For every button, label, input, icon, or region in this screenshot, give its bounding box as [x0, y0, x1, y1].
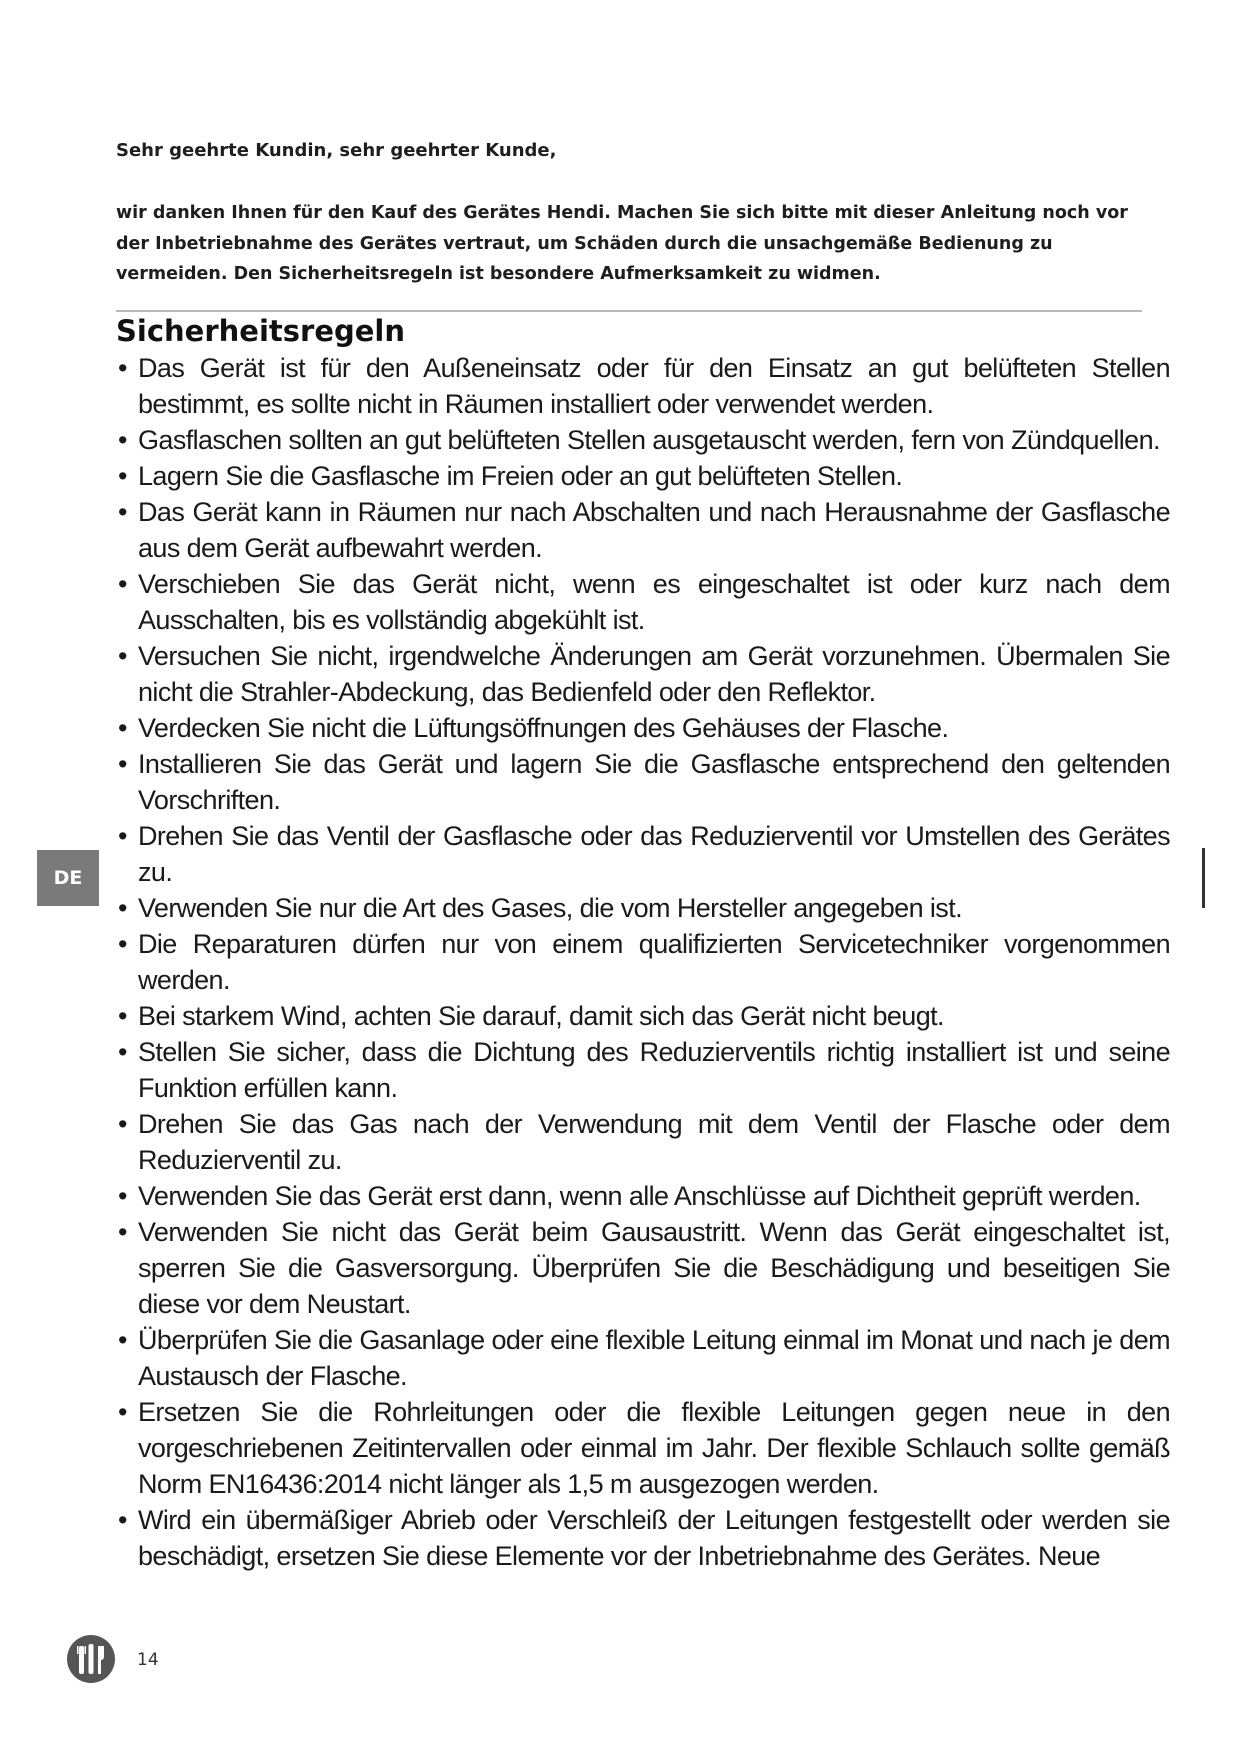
- safety-rule-item: [116, 566, 1170, 638]
- safety-rule-item: [116, 458, 1170, 494]
- bullet-dot-icon: •: [118, 1217, 127, 1247]
- intro-paragraph: wir danken Ihnen für den Kauf des Gerätes Hendi. Machen Sie sich bitte mit dieser Anleitung noch vor der Inbetriebnahme des Gerätes vertraut, um Schäden durch die unsachgemäße Bedienung zu vermeiden. Den Sicherheitsregeln ist besondere Aufmerksamkeit zu widmen.: [116, 203, 1128, 284]
- safety-rule-item: [116, 710, 1170, 746]
- bullet-dot-icon: •: [118, 1325, 127, 1355]
- greeting: Sehr geehrte Kundin, sehr geehrter Kunde,: [116, 140, 557, 161]
- bullet-dot-icon: •: [118, 425, 127, 455]
- bullet-dot-icon: •: [118, 749, 127, 779]
- bullet-dot-icon: •: [118, 713, 127, 743]
- bullet-dot-icon: •: [118, 1397, 127, 1427]
- safety-rule-text: Verwenden Sie nicht das Gerät beim Gausaustritt. Wenn das Gerät eingeschaltet ist, sperren Sie die Gasversorgung. Überprüfen Sie die Beschädigung und beseitigen Sie diese vor dem Neustart.: [138, 1217, 1170, 1319]
- safety-rule-text: Versuchen Sie nicht, irgendwelche Änderungen am Gerät vorzunehmen. Übermalen Sie nicht die Strahler-Abdeckung, das Bedienfeld oder den Reflektor.: [138, 641, 1170, 707]
- safety-rule-text: Lagern Sie die Gasflasche im Freien oder an gut belüfteten Stellen.: [138, 461, 903, 491]
- safety-rule-text: Drehen Sie das Ventil der Gasflasche oder das Reduzierventil vor Umstellen des Gerätes zu.: [138, 821, 1170, 887]
- bullet-dot-icon: •: [118, 929, 127, 959]
- safety-rule-item: [116, 1214, 1170, 1322]
- safety-rule-text: Stellen Sie sicher, dass die Dichtung des Reduzierventils richtig installiert ist und seine Funktion erfüllen kann.: [138, 1037, 1170, 1103]
- safety-rule-text: Gasflaschen sollten an gut belüfteten Stellen ausgetauscht werden, fern von Zündquellen.: [138, 425, 1160, 455]
- bullet-dot-icon: •: [118, 1109, 127, 1139]
- safety-rule-item: [116, 1178, 1170, 1214]
- margin-marker: [1202, 848, 1205, 908]
- bullet-dot-icon: •: [118, 353, 127, 383]
- safety-rule-text: Verwenden Sie nur die Art des Gases, die vom Hersteller angegeben ist.: [138, 893, 962, 923]
- safety-rule-text: Das Gerät ist für den Außeneinsatz oder für den Einsatz an gut belüfteten Stellen bestimmt, es sollte nicht in Räumen installiert oder verwendet werden.: [138, 353, 1170, 419]
- language-tab: DE: [37, 850, 99, 906]
- safety-rule-text: Drehen Sie das Gas nach der Verwendung mit dem Ventil der Flasche oder dem Reduzierventil zu.: [138, 1109, 1170, 1175]
- safety-rule-item: [116, 1034, 1170, 1106]
- bullet-dot-icon: •: [118, 497, 127, 527]
- bullet-dot-icon: •: [118, 893, 127, 923]
- bullet-dot-icon: •: [118, 1001, 127, 1031]
- hendi-cutlery-logo-icon: [66, 1634, 116, 1684]
- bullet-dot-icon: •: [118, 461, 127, 491]
- safety-rule-item: [116, 494, 1170, 566]
- section-divider: [116, 310, 1142, 312]
- safety-rule-text: Verwenden Sie das Gerät erst dann, wenn alle Anschlüsse auf Dichtheit geprüft werden.: [138, 1181, 1141, 1211]
- safety-rule-text: Überprüfen Sie die Gasanlage oder eine flexible Leitung einmal im Monat und nach je dem Austausch der Flasche.: [138, 1325, 1170, 1391]
- safety-rule-text: Das Gerät kann in Räumen nur nach Abschalten und nach Herausnahme der Gasflasche aus dem Gerät aufbewahrt werden.: [138, 497, 1170, 563]
- safety-rule-text: Bei starkem Wind, achten Sie darauf, damit sich das Gerät nicht beugt.: [138, 1001, 944, 1031]
- safety-rule-item: [116, 422, 1170, 458]
- safety-rule-text: Die Reparaturen dürfen nur von einem qualifizierten Servicetechniker vorgenommen werden.: [138, 929, 1170, 995]
- safety-rule-text: Wird ein übermäßiger Abrieb oder Verschleiß der Leitungen festgestellt oder werden sie beschädigt, ersetzen Sie diese Elemente vor der Inbetriebnahme des Gerätes. Neue: [138, 1505, 1170, 1571]
- bullet-dot-icon: •: [118, 1181, 127, 1211]
- bullet-dot-icon: •: [118, 1505, 127, 1535]
- bullet-dot-icon: •: [118, 1037, 127, 1067]
- safety-rule-item: [116, 1322, 1170, 1394]
- section-title: Sicherheitsregeln: [116, 314, 405, 348]
- safety-rule-item: [116, 1502, 1170, 1574]
- safety-rule-item: [116, 890, 1170, 926]
- safety-rule-text: Verdecken Sie nicht die Lüftungsöffnungen des Gehäuses der Flasche.: [138, 713, 949, 743]
- page-number: 14: [137, 1650, 159, 1670]
- safety-rule-item: [116, 746, 1170, 818]
- safety-rule-item: [116, 818, 1170, 890]
- safety-rule-item: [116, 1394, 1170, 1502]
- bullet-dot-icon: •: [118, 641, 127, 671]
- safety-rule-item: [116, 638, 1170, 710]
- bullet-dot-icon: •: [118, 569, 127, 599]
- safety-rule-item: [116, 350, 1170, 422]
- safety-rules-list: [116, 350, 1170, 1574]
- bullet-dot-icon: •: [118, 821, 127, 851]
- safety-rule-item: [116, 998, 1170, 1034]
- safety-rule-item: [116, 1106, 1170, 1178]
- safety-rule-item: [116, 926, 1170, 998]
- safety-rule-text: Installieren Sie das Gerät und lagern Sie die Gasflasche entsprechend den geltenden Vorschriften.: [138, 749, 1170, 815]
- safety-rule-text: Verschieben Sie das Gerät nicht, wenn es eingeschaltet ist oder kurz nach dem Ausschalten, bis es vollständig abgekühlt ist.: [138, 569, 1170, 635]
- safety-rule-text: Ersetzen Sie die Rohrleitungen oder die flexible Leitungen gegen neue in den vorgeschriebenen Zeitintervallen oder einmal im Jahr. Der flexible Schlauch sollte gemäß Norm EN16436:2014 nicht länger als 1,5 m ausgezogen werden.: [138, 1397, 1170, 1499]
